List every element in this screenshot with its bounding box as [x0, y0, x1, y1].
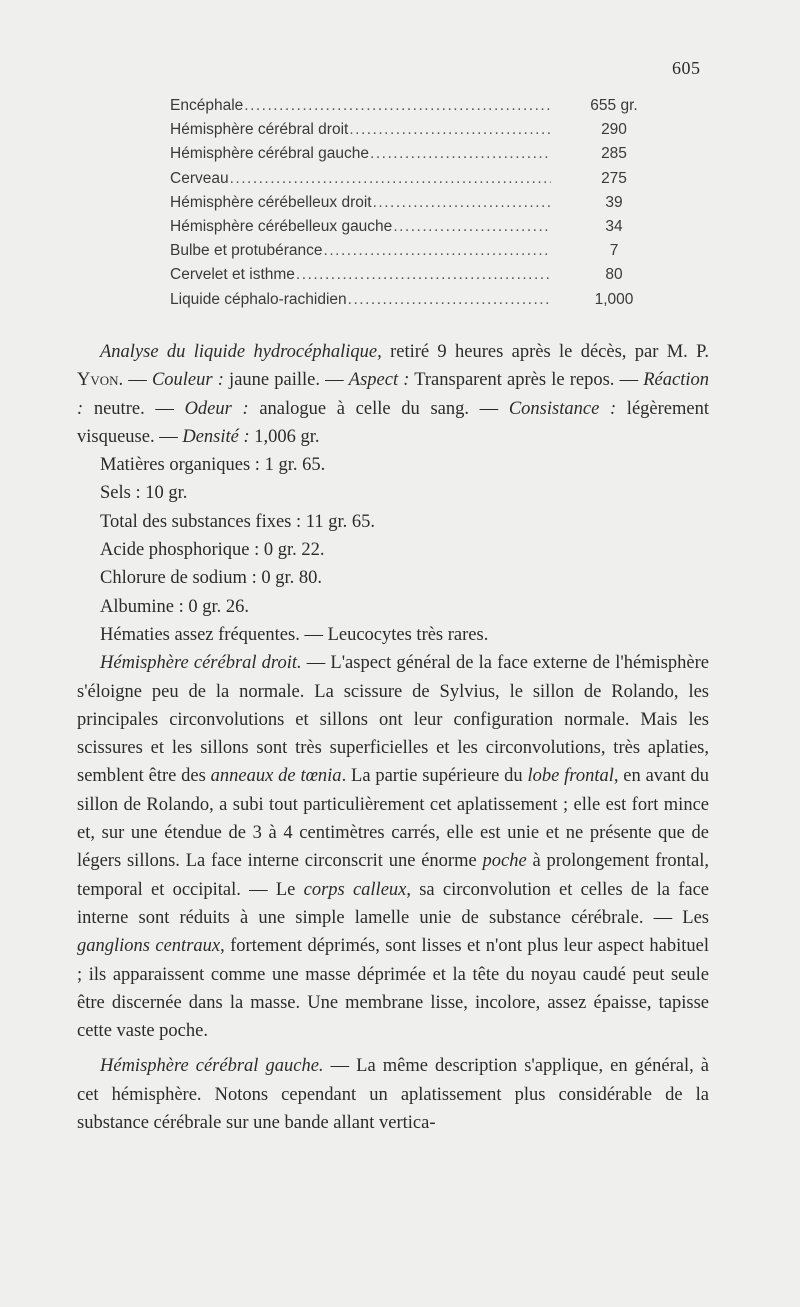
composition-line: Total des substances fixes : 11 gr. 65.: [100, 511, 375, 532]
weight-label: Bulbe et protubérance: [170, 242, 323, 260]
weight-value: 80: [605, 266, 623, 284]
author-name: P. Yvon: [77, 342, 710, 391]
weight-row: [170, 170, 645, 194]
weight-row: [170, 145, 645, 169]
leader-dots: [348, 291, 551, 309]
composition-line: Albumine : 0 gr. 26.: [100, 596, 250, 617]
weight-row: [170, 97, 645, 121]
leader-dots: [230, 170, 551, 188]
weight-label: Hémisphère cérébral droit: [170, 121, 349, 139]
analysis-paragraph: Analyse du liquide hydrocéphalique, retiré 9 heures après le décès, par M. P. Yvon. — Couleur : jaune paille. — Aspect : Transparent après le repos. — Réaction : neutre. — Odeur : analogue à celle du sang. — Consistance : légèrement visqueuse. — Densité : 1,006 gr.: [77, 342, 710, 447]
left-hemisphere-paragraph: Hémisphère cérébral gauche. — La même description s'applique, en général, à cet hémisphère. Notons cependant un aplatissement plus considérable de la substance cérébrale sur une bande allant vertica-: [77, 1056, 709, 1134]
page-number: 605: [672, 58, 701, 78]
weight-value: 34: [605, 217, 623, 235]
section-heading: Hémisphère cérébral gauche.: [100, 1056, 324, 1077]
leader-dots: [349, 121, 551, 139]
composition-line: Acide phosphorique : 0 gr. 22.: [100, 540, 325, 561]
weight-value: 275: [601, 169, 627, 187]
weight-row: [170, 266, 645, 290]
composition-line: Chlorure de sodium : 0 gr. 80.: [100, 568, 322, 589]
weight-label: Cerveau: [170, 169, 229, 187]
leader-dots: [244, 97, 551, 115]
weight-row: [170, 291, 645, 315]
analysis-title: Analyse du liquide hydrocéphalique,: [100, 342, 382, 362]
weight-value: 39: [605, 193, 623, 211]
weight-row: [170, 218, 645, 242]
weight-label: Hémisphère cérébelleux gauche: [170, 217, 393, 235]
body-text: [77, 338, 709, 1137]
weight-value: 285: [601, 145, 627, 163]
leader-dots: [370, 145, 551, 163]
composition-line: Sels : 10 gr.: [100, 483, 188, 504]
composition-line: Hématies assez fréquentes. — Leucocytes très rares.: [100, 624, 489, 645]
weight-value: 655 gr.: [590, 97, 638, 114]
weight-label: Encéphale: [170, 97, 244, 114]
weight-label: Liquide céphalo-rachidien: [170, 290, 347, 308]
weight-label: Hémisphère cérébelleux droit: [170, 193, 372, 211]
leader-dots: [373, 194, 551, 212]
leader-dots: [393, 218, 551, 236]
weight-row: [170, 242, 645, 266]
weight-value: 7: [609, 242, 619, 260]
right-hemisphere-paragraph: Hémisphère cérébral droit. — L'aspect général de la face externe de l'hémisphère s'éloigne peu de la normale. La scissure de Sylvius, le sillon de Rolando, les principales circonvolutions et sillons ont leur configuration normale. Mais les scissures et les sillons sont très superficielles et les circonvolutions, très aplaties, semblent être des anneaux de tœnia. La partie supérieure du lobe frontal, en avant du sillon de Rolando, a subi tout particulièrement cet aplatissement ; elle est fort mince et, sur une étendue de 3 à 4 centimètres carrés, elle est unie et ne présente que de légers sillons. La face interne circonscrit une énorme poche à prolongement frontal, temporal et occipital. — Le corps calleux, sa circonvolution et celles de la face interne sont réduits à une simple lamelle unie de substance cérébrale. — Les ganglions centraux, fortement déprimés, sont lisses et n'ont plus leur aspect habituel ; ils apparaissent comme une masse déprimée et la tête du noyau caudé peut seule être discernée dans la masse. Une membrane lisse, incolore, assez épaisse, tapisse cette vaste poche.: [77, 653, 710, 1042]
weight-value: 1,000: [594, 290, 634, 308]
composition-line: Matières organiques : 1 gr. 65.: [100, 455, 326, 476]
weight-label: Cervelet et isthme: [170, 266, 295, 284]
weight-row: [170, 121, 645, 145]
weight-label: Hémisphère cérébral gauche: [170, 145, 370, 163]
section-heading: Hémisphère cérébral droit.: [100, 653, 302, 674]
weights-table: [170, 97, 645, 315]
weight-row: [170, 194, 645, 218]
leader-dots: [324, 242, 551, 260]
weight-value: 290: [601, 121, 627, 139]
leader-dots: [296, 266, 551, 284]
